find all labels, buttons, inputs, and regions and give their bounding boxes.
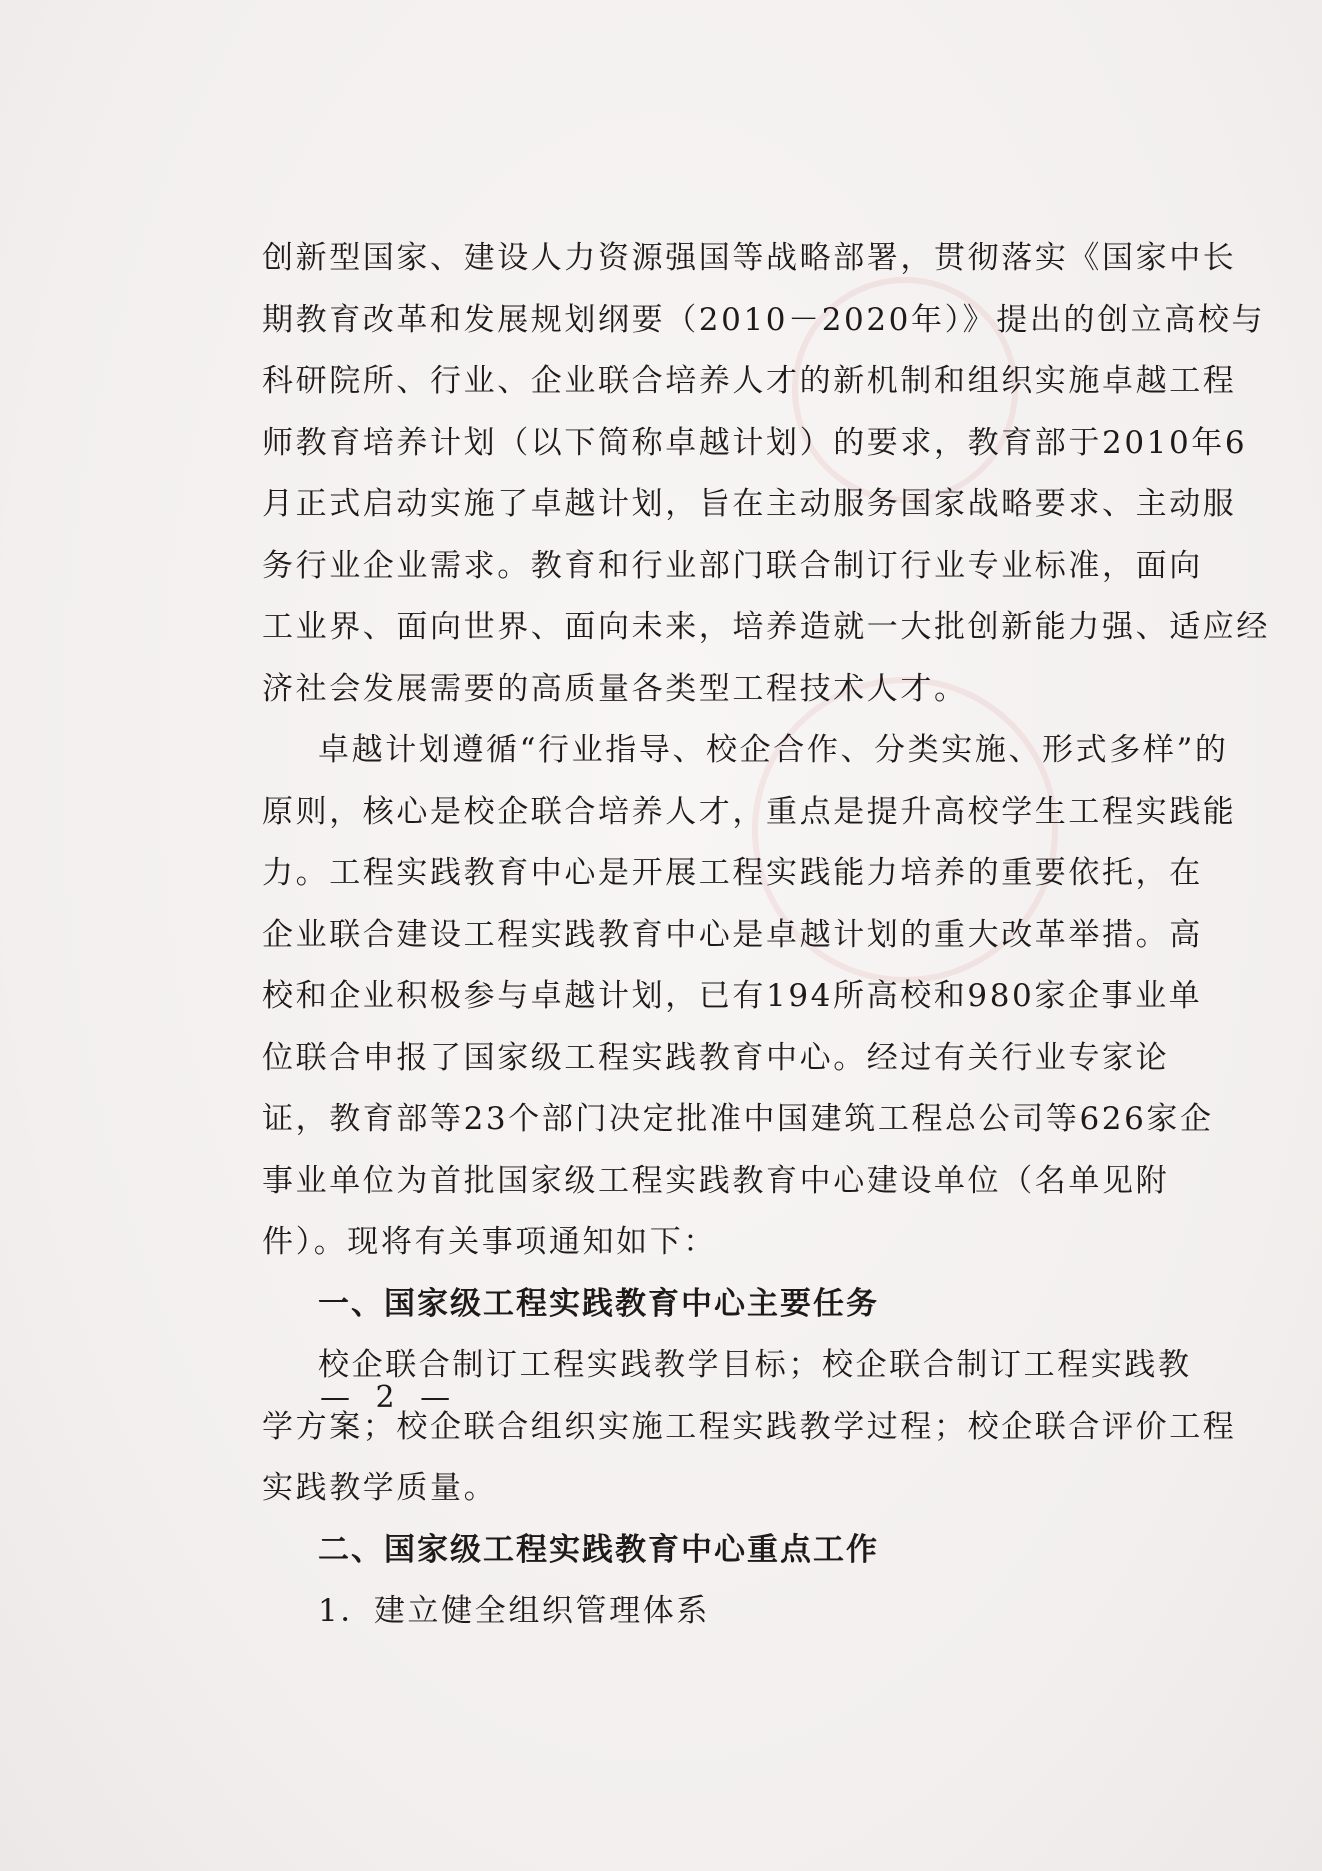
section-heading-1: 一、国家级工程实践教育中心主要任务: [318, 1285, 879, 1322]
body-line-11: 力。工程实践教育中心是开展工程实践能力培养的重要依托，在: [262, 855, 1203, 891]
body-line-17: 件）。现将有关事项通知如下：: [262, 1224, 717, 1260]
body-line-16: 事业单位为首批国家级工程实践教育中心建设单位（名单见附: [262, 1162, 1170, 1199]
body-line-15: 证，教育部等23个部门决定批准中国建筑工程总公司等626家企: [262, 1101, 1214, 1137]
body-line-13: 校和企业积极参与卓越计划，已有194所高校和980家企事业单: [262, 978, 1203, 1014]
body-line-1: 创新型国家、建设人力资源强国等战略部署，贯彻落实《国家中长: [262, 240, 1237, 276]
body-line-21: 实践教学质量。: [262, 1470, 498, 1506]
page-number: — 2 —: [320, 1380, 459, 1415]
body-line-20: 学方案；校企联合组织实施工程实践教学过程；校企联合评价工程: [262, 1408, 1237, 1445]
body-line-9: 卓越计划遵循“行业指导、校企合作、分类实施、形式多样”的: [318, 732, 1229, 768]
body-line-12: 企业联合建设工程实践教育中心是卓越计划的重大改革举措。高: [262, 916, 1203, 953]
document-body: [262, 228, 1270, 1643]
body-line-2: 期教育改革和发展规划纲要（2010－2020年）》提出的创立高校与: [262, 301, 1266, 338]
body-line-4: 师教育培养计划（以下简称卓越计划）的要求，教育部于2010年6: [262, 424, 1248, 461]
body-line-14: 位联合申报了国家级工程实践教育中心。经过有关行业专家论: [262, 1039, 1170, 1076]
body-line-3: 科研院所、行业、企业联合培养人才的新机制和组织实施卓越工程: [262, 363, 1237, 399]
body-line-7: 工业界、面向世界、面向未来，培养造就一大批创新能力强、适应经: [262, 609, 1270, 645]
body-line-6: 务行业企业需求。教育和行业部门联合制订行业专业标准，面向: [262, 547, 1203, 584]
body-line-10: 原则，核心是校企联合培养人才，重点是提升高校学生工程实践能: [262, 793, 1237, 830]
body-line-5: 月正式启动实施了卓越计划，旨在主动服务国家战略要求、主动服: [262, 486, 1237, 522]
section-heading-2: 二、国家级工程实践教育中心重点工作: [318, 1531, 879, 1568]
subsection-item-1: 1．建立健全组织管理体系: [318, 1593, 710, 1629]
body-line-8: 济社会发展需要的高质量各类型工程技术人才。: [262, 670, 968, 707]
body-line-19: 校企联合制订工程实践教学目标；校企联合制订工程实践教: [318, 1347, 1192, 1383]
